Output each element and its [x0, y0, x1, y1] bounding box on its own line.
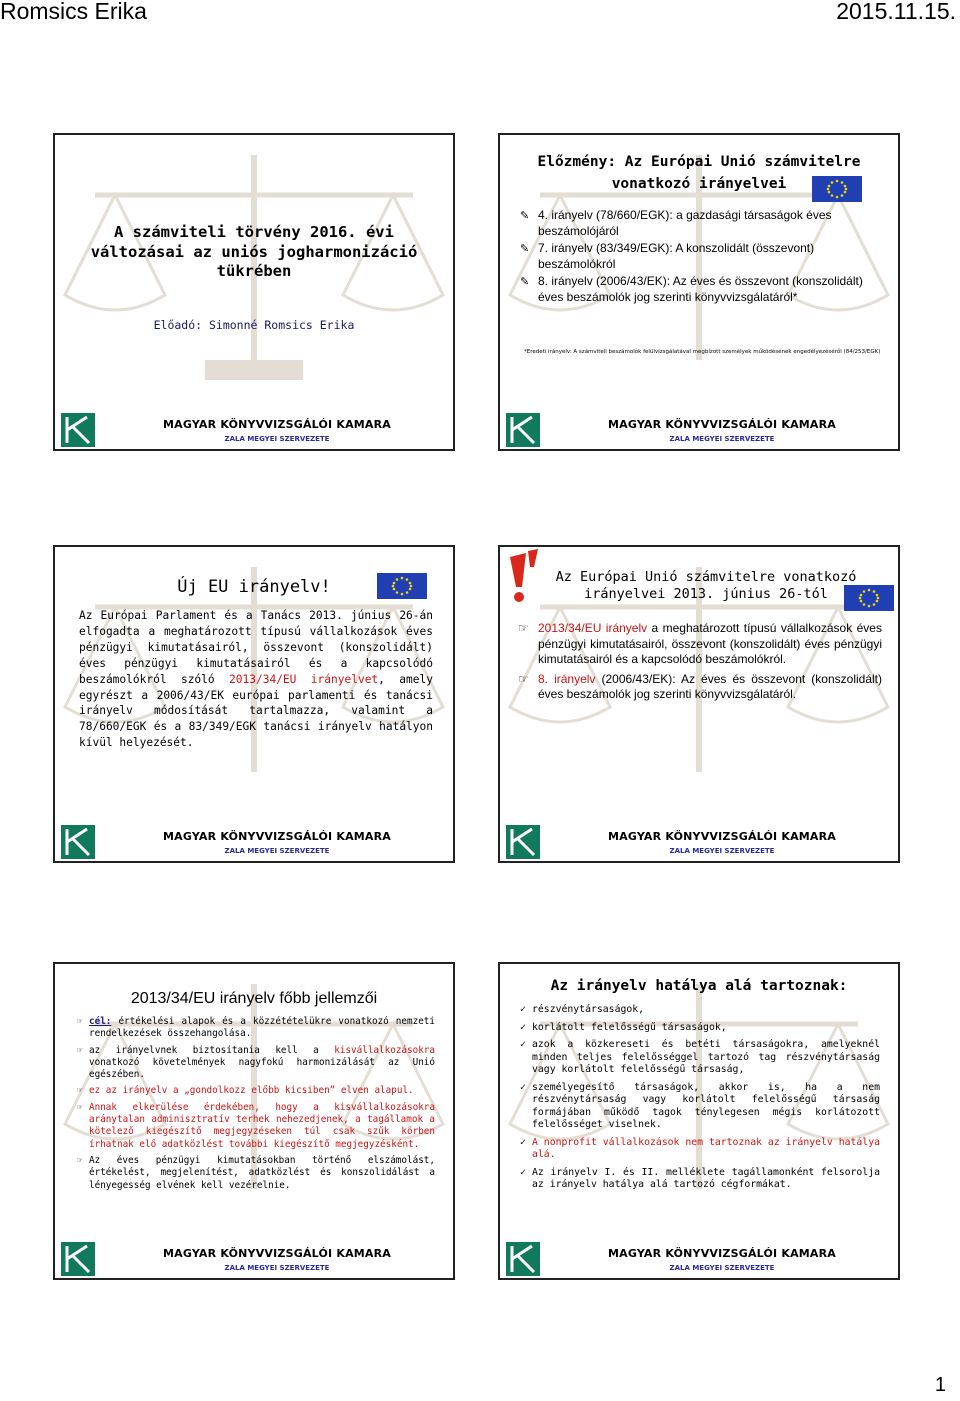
slide-6-title: Az irányelv hatálya alá tartoznak: [550, 978, 848, 994]
list-item: ✓ személyegesítő társaságok, akkor is, ha a nem részvénytársaság vagy korlátolt felelősségű társaság formájában működő tagok ténylegesen mégis korlátozott felelősséget viselnek. [520, 1081, 880, 1130]
slide-6-list [520, 1004, 880, 1197]
slide-5-title: 2013/34/EU irányelv főbb jellemzői [130, 990, 378, 1007]
list-item: ✓ korlátolt felelősségű társaságok, [520, 1021, 727, 1033]
footer-sub: ZALA MEGYEI SZERVEZETE [669, 847, 775, 855]
check-icon: ✓ [520, 1039, 526, 1050]
check-icon: ✓ [520, 1081, 526, 1093]
pointing-hand-icon: ☞ [77, 1085, 83, 1097]
list-item: ☞ cél: értékelési alapok és a közzétételükre vonatkozó nemzeti rendelkezések összehangolása. [77, 1016, 435, 1040]
exclamation-icon [504, 547, 544, 607]
list-item: ✎ 7. irányelv (83/349/EGK): A konszolidált (összevont) beszámolókról [520, 241, 815, 271]
slide-4-title: Az Európai Unió számvitelre vonatkozó irányelvei 2013. június 26-tól [555, 569, 857, 602]
list-item: ☞ 8. irányelv (2006/43/EK): Az éves és összevont (konszolidált) éves beszámolók jog szerinti könyvvizsgálatáról. [518, 671, 882, 702]
page-number: 1 [934, 1374, 946, 1396]
header-author: Romsics Erika [0, 0, 147, 24]
slide-5 [53, 962, 455, 1280]
slide-6 [498, 962, 900, 1280]
header-date: 2015.11.15. [836, 0, 956, 24]
pointer-bullet-icon: ✎ [520, 210, 530, 222]
list-item: ✓ azok a közkereseti és betéti társaságokra, amelyeknél minden teljes felelősséggel tartozó tag részvénytársaság vagy korlátolt felelősségű társaság, [520, 1039, 880, 1075]
eu-flag-icon [844, 585, 894, 611]
kamara-logo-icon [61, 1242, 95, 1276]
footer-sub: ZALA MEGYEI SZERVEZETE [224, 847, 330, 855]
slide-2-footnote: *Eredeti irányelv: A számviteli beszámolók felülvizsgálatával megbízott személyek működésének engedélyezéséről (84/253/EGK) [524, 349, 881, 355]
list-item: ✓ részvénytársaságok, [520, 1004, 645, 1015]
slide-1-title: A számviteli törvény 2016. évi változásai az uniós jogharmonizáció tükrében [90, 223, 418, 280]
eu-flag-icon [377, 573, 427, 599]
slide-footer [55, 399, 453, 449]
slide-3 [53, 545, 455, 863]
kamara-logo-icon [506, 1242, 540, 1276]
kamara-logo-icon [506, 413, 540, 447]
slide-footer [55, 1228, 453, 1278]
list-item: ☞ ez az irányelv a „gondolkozz előbb kicsiben” elven alapul. [77, 1085, 414, 1097]
list-item: ✓ A nonprofit vállalkozások nem tartoznak az irányelv hatálya alá. [520, 1136, 880, 1160]
footer-org: MAGYAR KÖNYVVIZSGÁLÓI KAMARA [162, 418, 392, 431]
footer-org: MAGYAR KÖNYVVIZSGÁLÓI KAMARA [162, 1247, 392, 1260]
slide-5-list [77, 1016, 435, 1196]
check-icon: ✓ [520, 1166, 526, 1178]
slide-footer [500, 399, 898, 449]
pointer-bullet-icon: ✎ [520, 243, 530, 255]
footer-org: MAGYAR KÖNYVVIZSGÁLÓI KAMARA [607, 830, 837, 843]
list-item: ✎ 8. irányelv (2006/43/EK): Az éves és összevont (konszolidált) éves beszámolók jog szerinti könyvvizsgálatáról* [520, 274, 863, 304]
slide-1-speaker: Előadó: Simonné Romsics Erika [153, 318, 355, 332]
check-icon: ✓ [520, 1021, 526, 1033]
footer-sub: ZALA MEGYEI SZERVEZETE [224, 1264, 330, 1272]
kamara-logo-icon [61, 825, 95, 859]
slide-2-title: Előzmény: Az Európai Unió számvitelre vonatkozó irányelvei [537, 154, 861, 192]
slide-4-list [518, 621, 882, 707]
pointing-hand-icon: ☞ [77, 1154, 83, 1166]
list-item: ☞ az irányelvnek biztosítania kell a kisvállalkozásokra vonatkozó követelmények nagyfokú harmonizálását az Unió egészében. [77, 1044, 435, 1081]
slide-3-body: Az Európai Parlament és a Tanács 2013. június 26-án elfogadta a meghatározott típusú vállalkozások éves pénzügyi kimutatásairól, összevont (konszolidált) éves pénzügyi kimutatásairól és a kapcsolódó beszámolókról szóló 2013/34/EU irányelvet, amely egyrészt a 2006/43/EK európai parlamenti és tanácsi irányelv módosítását tartalmazza, valamint a 78/660/EGK és a 83/349/EGK tanácsi irányelv hatályon kívül helyezését. [79, 609, 433, 750]
list-item: ✓ Az irányelv I. és II. melléklete tagállamonként felsorolja az irányelv hatálya alá tartozó cégformákat. [520, 1166, 880, 1190]
slide-3-title: Új EU irányelv! [177, 577, 331, 597]
slide-2 [498, 133, 900, 451]
check-icon: ✓ [520, 1004, 526, 1015]
footer-org: MAGYAR KÖNYVVIZSGÁLÓI KAMARA [162, 830, 392, 843]
slide-footer [500, 1228, 898, 1278]
pointing-hand-icon: ☞ [77, 1101, 83, 1113]
pointing-hand-icon: ☞ [77, 1044, 83, 1056]
pointing-hand-icon: ☞ [518, 671, 529, 686]
slide-1 [53, 133, 455, 451]
pointer-bullet-icon: ✎ [520, 276, 530, 288]
list-item: ☞ Az éves pénzügyi kimutatásokban történő elszámolást, értékelést, megjelenítést, adatközlést és konszolidálást a lényegesség elvének kell vezérelnie. [77, 1154, 435, 1191]
kamara-logo-icon [506, 825, 540, 859]
footer-sub: ZALA MEGYEI SZERVEZETE [224, 435, 330, 443]
pointing-hand-icon: ☞ [518, 621, 529, 635]
list-item: ✎ 4. irányelv (78/660/EGK): a gazdasági társaságok éves beszámolójáról [520, 208, 832, 238]
check-icon: ✓ [520, 1136, 526, 1148]
list-item: ☞ Annak elkerülése érdekében, hogy a kisvállalkozásokra aránytalan adminisztratív terhek nehezedjenek, a tagállamok a kötelező kiegészítő megjegyzéseken túl csak szűk körben írhatnak elő adatközlést további kiegészítő megjegyzésként. [77, 1101, 435, 1150]
footer-org: MAGYAR KÖNYVVIZSGÁLÓI KAMARA [607, 1247, 837, 1260]
slide-2-list [520, 207, 888, 306]
slide-footer [55, 811, 453, 861]
pointing-hand-icon: ☞ [77, 1016, 83, 1027]
footer-sub: ZALA MEGYEI SZERVEZETE [669, 435, 775, 443]
footer-sub: ZALA MEGYEI SZERVEZETE [669, 1264, 775, 1272]
list-item: ☞ 2013/34/EU irányelv a meghatározott típusú vállalkozások éves pénzügyi kimutatásairól, összevont (konszolidált) éves pénzügyi kimutatásairól és a kapcsolódó beszámolókról. [518, 621, 882, 667]
eu-flag-icon [812, 176, 862, 202]
slide-4 [498, 545, 900, 863]
kamara-logo-icon [61, 413, 95, 447]
footer-org: MAGYAR KÖNYVVIZSGÁLÓI KAMARA [607, 418, 837, 431]
slide-footer [500, 811, 898, 861]
